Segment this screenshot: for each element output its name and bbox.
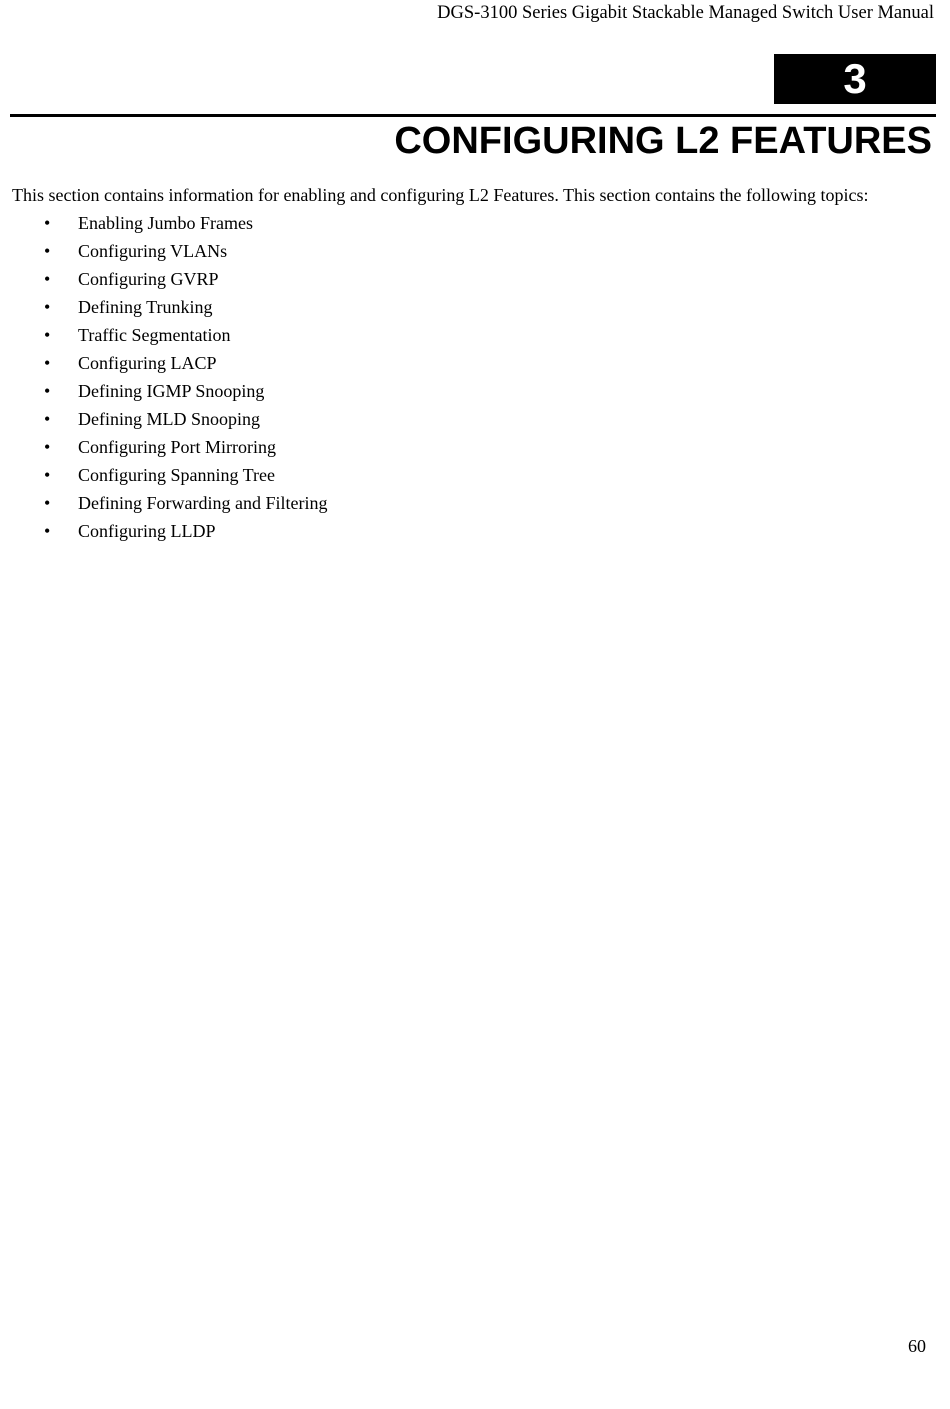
topic-label: Configuring LLDP	[78, 521, 216, 541]
bullet-icon: •	[44, 213, 51, 233]
topic-label: Traffic Segmentation	[78, 325, 231, 345]
bullet-icon: •	[44, 297, 51, 317]
chapter-number-box	[774, 54, 936, 104]
header-rule	[10, 114, 936, 117]
topic-label: Configuring VLANs	[78, 241, 228, 261]
running-header: DGS-3100 Series Gigabit Stackable Managed Switch User Manual	[437, 3, 934, 23]
bullet-icon: •	[44, 325, 51, 345]
bullet-icon: •	[44, 269, 51, 289]
bullet-icon: •	[44, 353, 51, 373]
chapter-number: 3	[843, 55, 867, 102]
topic-label: Defining MLD Snooping	[78, 409, 260, 429]
bullet-icon: •	[44, 493, 51, 513]
bullet-icon: •	[44, 521, 51, 541]
topic-label: Configuring GVRP	[78, 269, 219, 289]
bullet-icon: •	[44, 465, 51, 485]
topic-label: Configuring LACP	[78, 353, 217, 373]
intro-paragraph: This section contains information for enabling and configuring L2 Features. This section contains the following topics:	[12, 185, 869, 205]
topic-label: Defining Trunking	[78, 297, 213, 317]
topic-label: Configuring Spanning Tree	[78, 465, 276, 485]
page-number: 60	[908, 1336, 926, 1356]
topic-label: Defining IGMP Snooping	[78, 381, 265, 401]
topic-label: Enabling Jumbo Frames	[78, 213, 253, 233]
topic-label: Configuring Port Mirroring	[78, 437, 276, 457]
topic-label: Defining Forwarding and Filtering	[78, 493, 328, 513]
bullet-icon: •	[44, 409, 51, 429]
bullet-icon: •	[44, 437, 51, 457]
bullet-icon: •	[44, 381, 51, 401]
chapter-title: CONFIGURING L2 FEATURES	[394, 120, 932, 162]
bullet-icon: •	[44, 241, 51, 261]
